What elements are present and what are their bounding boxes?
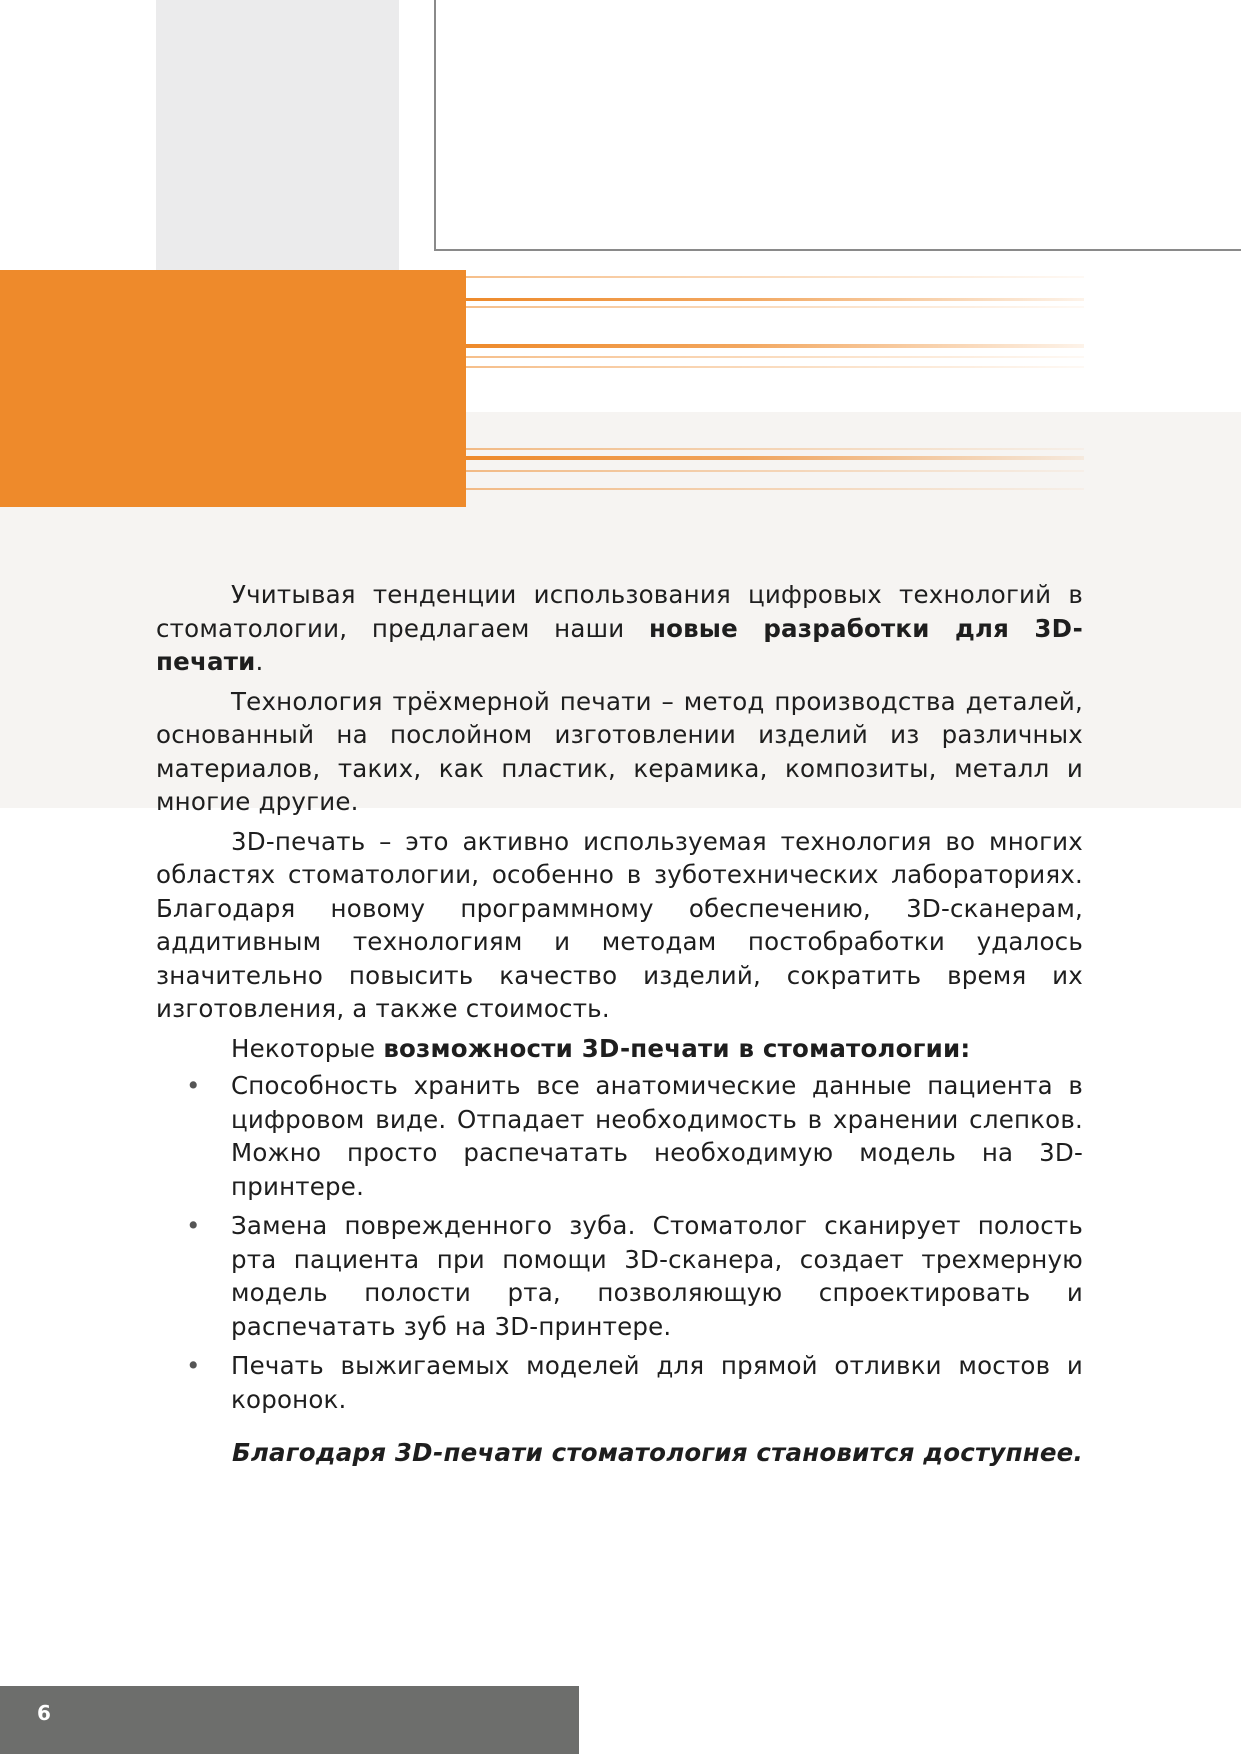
intro-highlight: новые разработки для 3D-печати (156, 613, 1083, 676)
bullet-icon: • (186, 1211, 201, 1240)
list-item: • Замена поврежденного зуба. Стоматолог сканирует полость рта пациента при помощи 3D-сканера, создает трехмерную модель полости рта, позволяющую спроектировать и распечатать зуб на 3D-принтере. (186, 1211, 1083, 1341)
footer-bar (0, 1686, 579, 1754)
features-list (156, 1069, 1083, 1416)
body-text (156, 578, 1083, 1476)
bullet-icon: • (186, 1071, 201, 1100)
features-heading: Некоторые возможности 3D-печати в стоматологии: (231, 1033, 971, 1063)
usage-paragraph: 3D-печать – это активно используемая технология во многих областях стоматологии, особенно в зуботехнических лабораториях. Благодаря новому программному обеспечению, 3D-сканерам, аддитивным технологиям и методам постобработки удалось значительно повысить качество изделий, сократить время их изготовления, а также стоимость. (156, 826, 1083, 1023)
intro-paragraph: Учитывая тенденции использования цифровых технологий в стоматологии, предлагаем наши новые разработки для 3D-печати. (156, 580, 1083, 676)
closing-statement: Благодаря 3D-печати стоматология становится доступнее. (231, 1438, 1083, 1467)
page-number: 6 (37, 1701, 51, 1725)
bullet-icon: • (186, 1351, 201, 1380)
technology-paragraph: Технология трёхмерной печати – метод производства деталей, основанный на послойном изготовлении изделий из различных материалов, таких, как пластик, керамика, композиты, металл и многие другие. (156, 686, 1083, 816)
decorative-lines (0, 0, 1241, 520)
list-item: • Способность хранить все анатомические данные пациента в цифровом виде. Отпадает необходимость в хранении слепков. Можно просто распечатать необходимую модель на 3D-принтере. (186, 1071, 1083, 1201)
list-item: • Печать выжигаемых моделей для прямой отливки мостов и коронок. (186, 1351, 1083, 1414)
